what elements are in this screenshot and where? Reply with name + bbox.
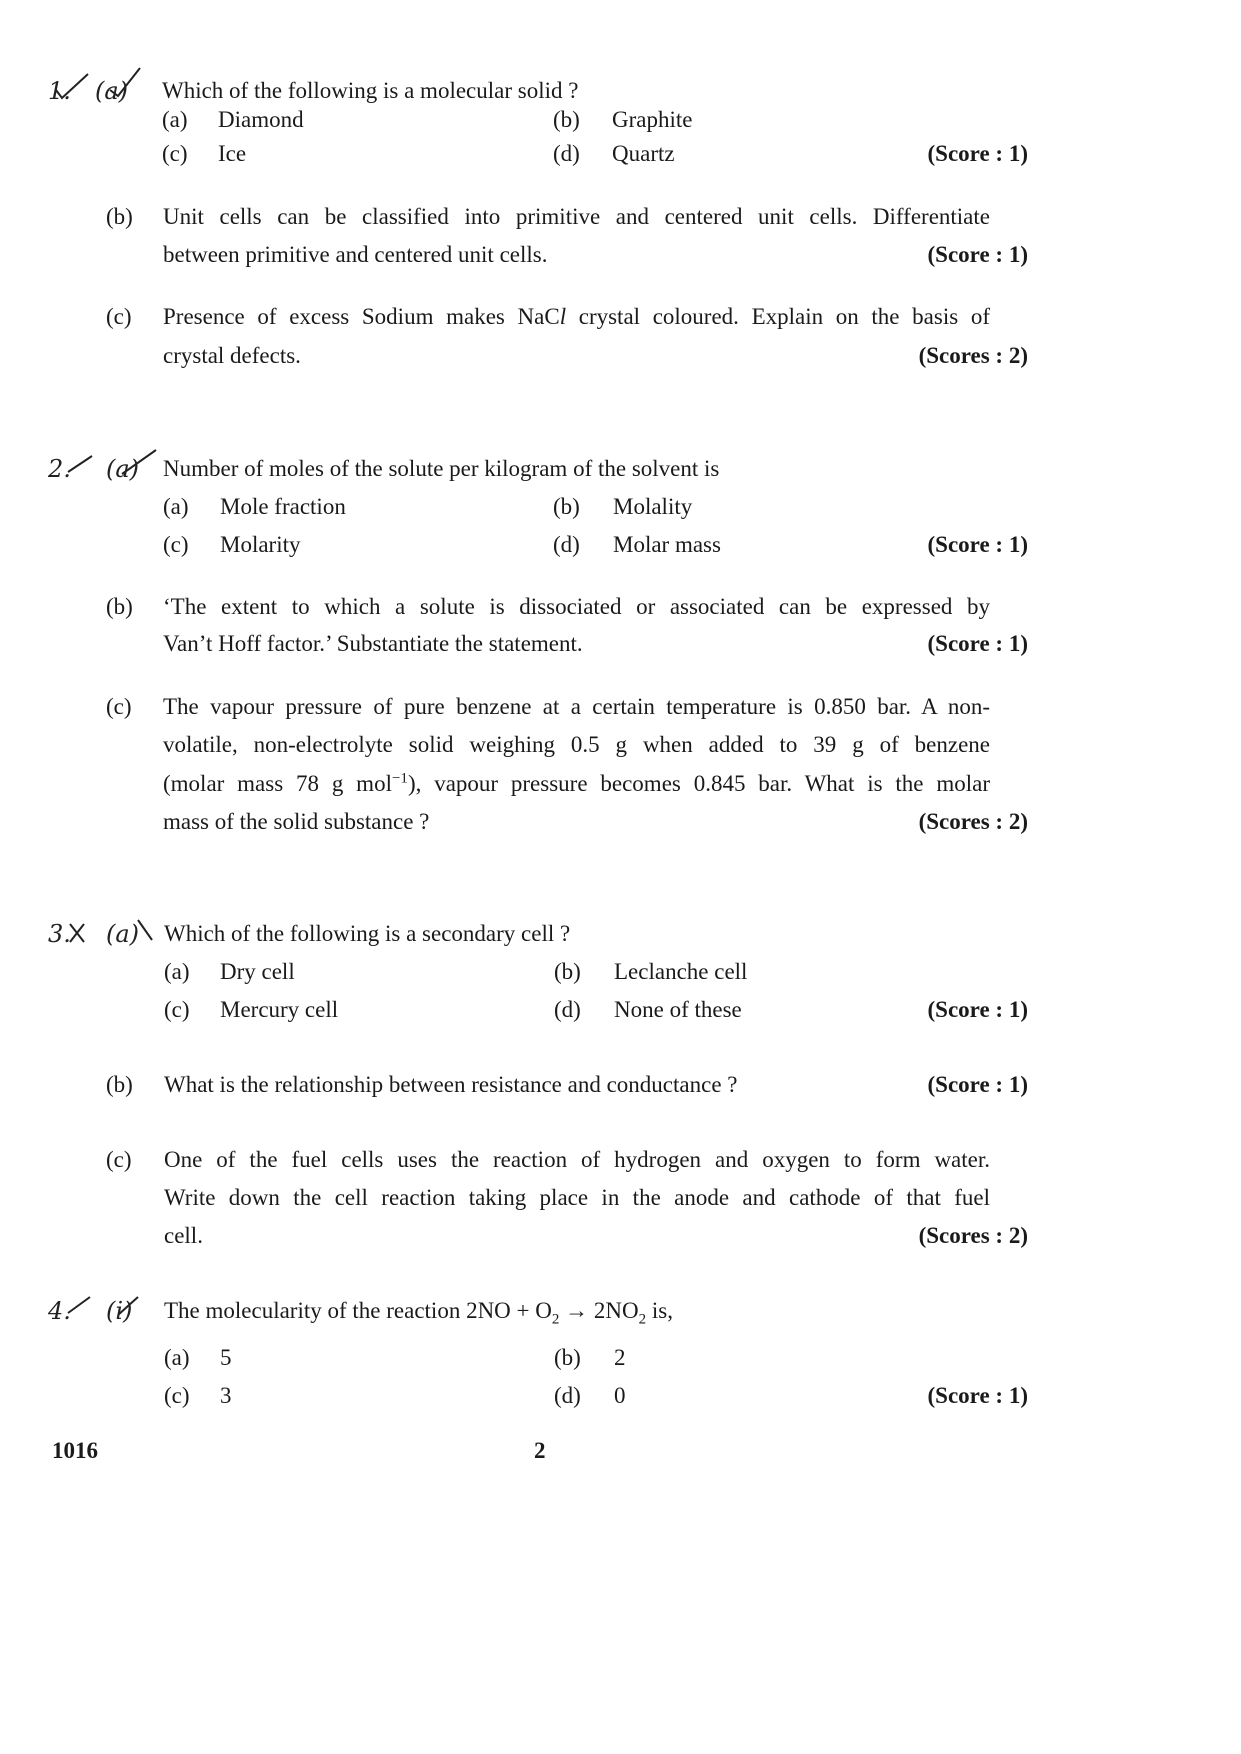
score: (Scores : 2) — [918, 343, 1028, 368]
question-number: 3. — [48, 920, 71, 948]
page-number: 2 — [534, 1438, 546, 1463]
option-label: (c) — [164, 1383, 190, 1408]
part-label: (a) — [106, 920, 140, 948]
question-number: 1. — [48, 77, 71, 105]
handwritten-tick-icon — [48, 60, 148, 105]
option-text: 5 — [220, 1345, 232, 1370]
part-label: (a) — [106, 455, 140, 483]
question-text: between primitive and centered unit cells. — [163, 242, 548, 267]
part-label: (b) — [106, 594, 133, 619]
question-text: Number of moles of the solute per kilogram of the solvent is — [163, 456, 720, 481]
option-text: Molality — [613, 494, 693, 519]
score: (Score : 1) — [927, 1383, 1028, 1408]
part-label: (c) — [106, 304, 132, 329]
question-text: ‘The extent to which a solute is dissociated or associated can be expressed by — [163, 594, 990, 619]
option-label: (b) — [554, 959, 581, 984]
question-text: mass of the solid substance ? — [163, 809, 430, 834]
question-text: Van’t Hoff factor.’ Substantiate the statement. — [163, 631, 583, 656]
score: (Score : 1) — [927, 997, 1028, 1022]
question-text: Presence of excess Sodium makes NaCl crystal coloured. Explain on the basis of — [163, 304, 990, 329]
option-label: (a) — [163, 494, 189, 519]
score: (Score : 1) — [927, 532, 1028, 557]
question-number: 2. — [48, 455, 71, 483]
part-label: (i) — [106, 1297, 133, 1325]
option-text: None of these — [614, 997, 742, 1022]
question-text: The molecularity of the reaction $2NO + O_2 \to 2NO_2$ is, — [164, 1298, 673, 1328]
option-label: (c) — [164, 997, 190, 1022]
question-text: Which of the following is a molecular solid ? — [162, 78, 579, 103]
option-label: (b) — [554, 1345, 581, 1370]
option-text: Quartz — [612, 141, 675, 166]
part-label: (b) — [106, 204, 133, 229]
option-text: 3 — [220, 1383, 232, 1408]
option-text: Graphite — [612, 107, 693, 132]
option-label: (a) — [162, 107, 188, 132]
option-label: (c) — [162, 141, 188, 166]
option-text: Ice — [218, 141, 247, 166]
option-label: (a) — [164, 1345, 190, 1370]
question-number: 4. — [48, 1297, 71, 1325]
question-text: volatile, non-electrolyte solid weighing 0.5 g when added to 39 g of benzene — [163, 732, 990, 757]
question-text: cell. — [164, 1223, 203, 1248]
score: (Scores : 2) — [918, 1223, 1028, 1248]
question-text: The vapour pressure of pure benzene at a certain temperature is 0.850 bar. A non- — [163, 694, 990, 719]
paper-code: 1016 — [52, 1438, 98, 1463]
option-label: (b) — [553, 107, 580, 132]
option-label: (d) — [553, 532, 580, 557]
option-text: Leclanche cell — [614, 959, 748, 984]
option-text: Molarity — [220, 532, 301, 557]
part-label: (a) — [95, 77, 129, 105]
option-label: (d) — [553, 141, 580, 166]
option-text: Dry cell — [220, 959, 295, 984]
score: (Score : 1) — [927, 242, 1028, 267]
option-label: (a) — [164, 959, 190, 984]
question-text: One of the fuel cells uses the reaction of hydrogen and oxygen to form water. — [164, 1147, 990, 1172]
score: (Score : 1) — [927, 631, 1028, 656]
option-text: Mercury cell — [220, 997, 339, 1022]
question-text: Unit cells can be classified into primitive and centered unit cells. Differentiate — [163, 204, 990, 229]
part-label: (c) — [106, 694, 132, 719]
option-text: Diamond — [218, 107, 304, 132]
handwritten-tick-icon — [48, 440, 158, 485]
score: (Score : 1) — [927, 1072, 1028, 1097]
question-text: crystal defects. — [163, 343, 301, 368]
option-text: 0 — [614, 1383, 626, 1408]
option-text: Mole fraction — [220, 494, 346, 519]
option-label: (d) — [554, 997, 581, 1022]
handwritten-tick-icon — [48, 1285, 148, 1325]
option-label: (d) — [554, 1383, 581, 1408]
score: (Score : 1) — [927, 141, 1028, 166]
handwritten-cross-icon — [48, 910, 158, 950]
part-label: (c) — [106, 1147, 132, 1172]
option-text: 2 — [614, 1345, 626, 1370]
option-label: (c) — [163, 532, 189, 557]
question-text: (molar mass 78 g mol$^{-1}$), vapour pressure becomes 0.845 bar. What is the molar — [163, 770, 990, 796]
question-text: Which of the following is a secondary cell ? — [164, 921, 571, 946]
option-label: (b) — [553, 494, 580, 519]
part-label: (b) — [106, 1072, 133, 1097]
question-text: What is the relationship between resistance and conductance ? — [164, 1072, 738, 1097]
option-text: Molar mass — [613, 532, 721, 557]
score: (Scores : 2) — [918, 809, 1028, 834]
question-text: Write down the cell reaction taking place in the anode and cathode of that fuel — [164, 1185, 990, 1210]
